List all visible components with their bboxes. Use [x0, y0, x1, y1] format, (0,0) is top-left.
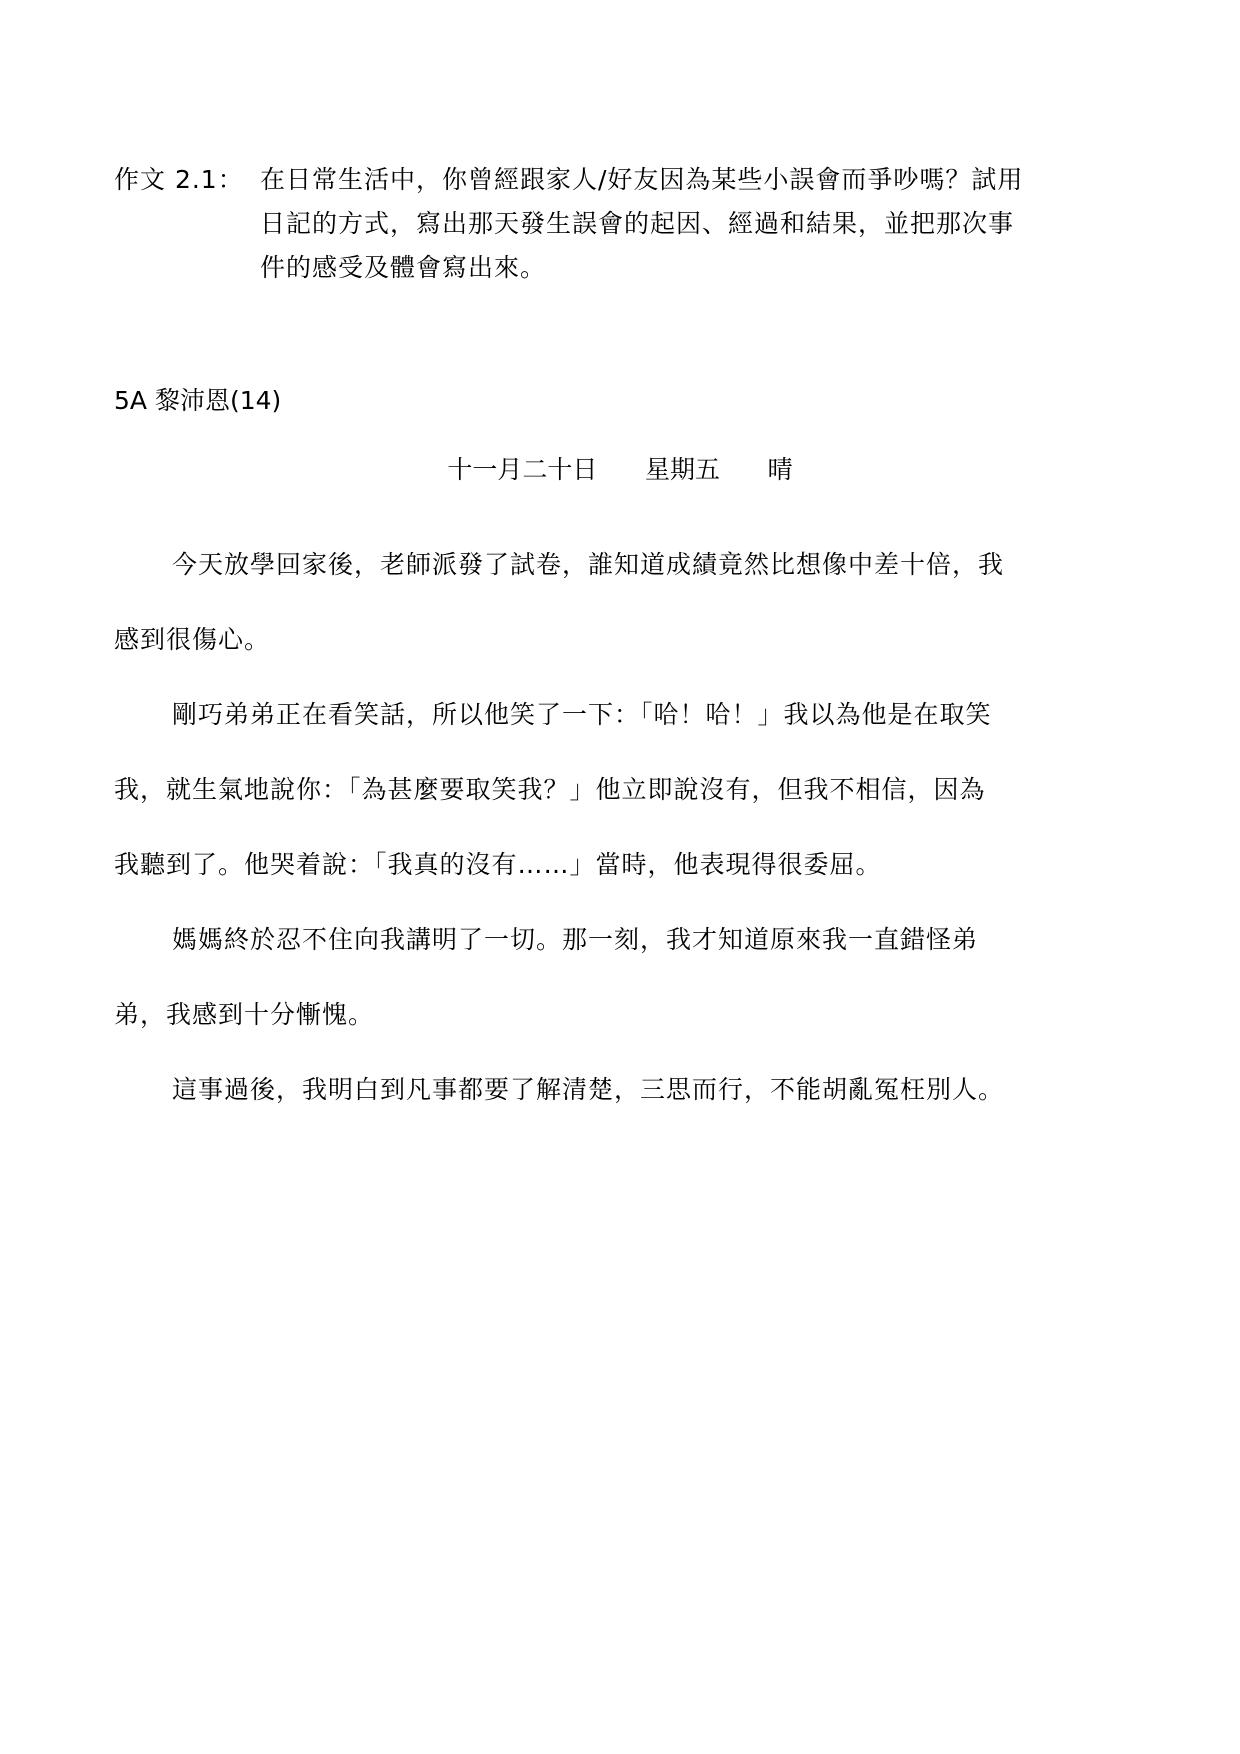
prompt-row-2: [114, 202, 1114, 246]
prompt-line-1: 在日常生活中，你曾經跟家人/好友因為某些小誤會而爭吵嗎？試用: [260, 165, 1024, 194]
paragraph-3-line-2: 弟，我感到十分慚愧。: [114, 1000, 375, 1029]
paragraph-2-line-2: 我，就生氣地說你：「為甚麼要取笑我？」他立即說沒有，但我不相信，因為: [114, 775, 986, 804]
prompt-line-2: 日記的方式，寫出那天發生誤會的起因、經過和結果，並把那次事: [260, 209, 1015, 238]
diary-body: [114, 527, 1114, 1127]
paragraph-2-line-3: 我聽到了。他哭着說：「我真的沒有……」當時，他表現得很委屈。: [114, 850, 882, 879]
prompt-label: 作文 2.1：: [114, 165, 244, 194]
prompt-line-3: 件的感受及體會寫出來。: [260, 253, 547, 282]
prompt-row-3: [114, 246, 1114, 290]
paragraph-4-line-1: 這事過後，我明白到凡事都要了解清楚，三思而行，不能胡亂冤枉別人。: [172, 1075, 1005, 1104]
paragraph-1-line-1: 今天放學回家後，老師派發了試卷，誰知道成績竟然比想像中差十倍，我: [172, 550, 1005, 579]
diary-dateline: 十一月二十日 星期五 晴: [447, 455, 793, 484]
author-line: 5A 黎沛恩(14): [114, 386, 282, 415]
essay-prompt: [114, 158, 1114, 290]
paragraph-3-line-1: 媽媽終於忍不住向我講明了一切。那一刻，我才知道原來我一直錯怪弟: [172, 925, 979, 954]
paragraph-1-line-2: 感到很傷心。: [114, 625, 271, 654]
prompt-row-1: [114, 158, 1114, 202]
paragraph-2-line-1: 剛巧弟弟正在看笑話，所以他笑了一下：「哈！哈！」我以為他是在取笑: [172, 700, 992, 729]
